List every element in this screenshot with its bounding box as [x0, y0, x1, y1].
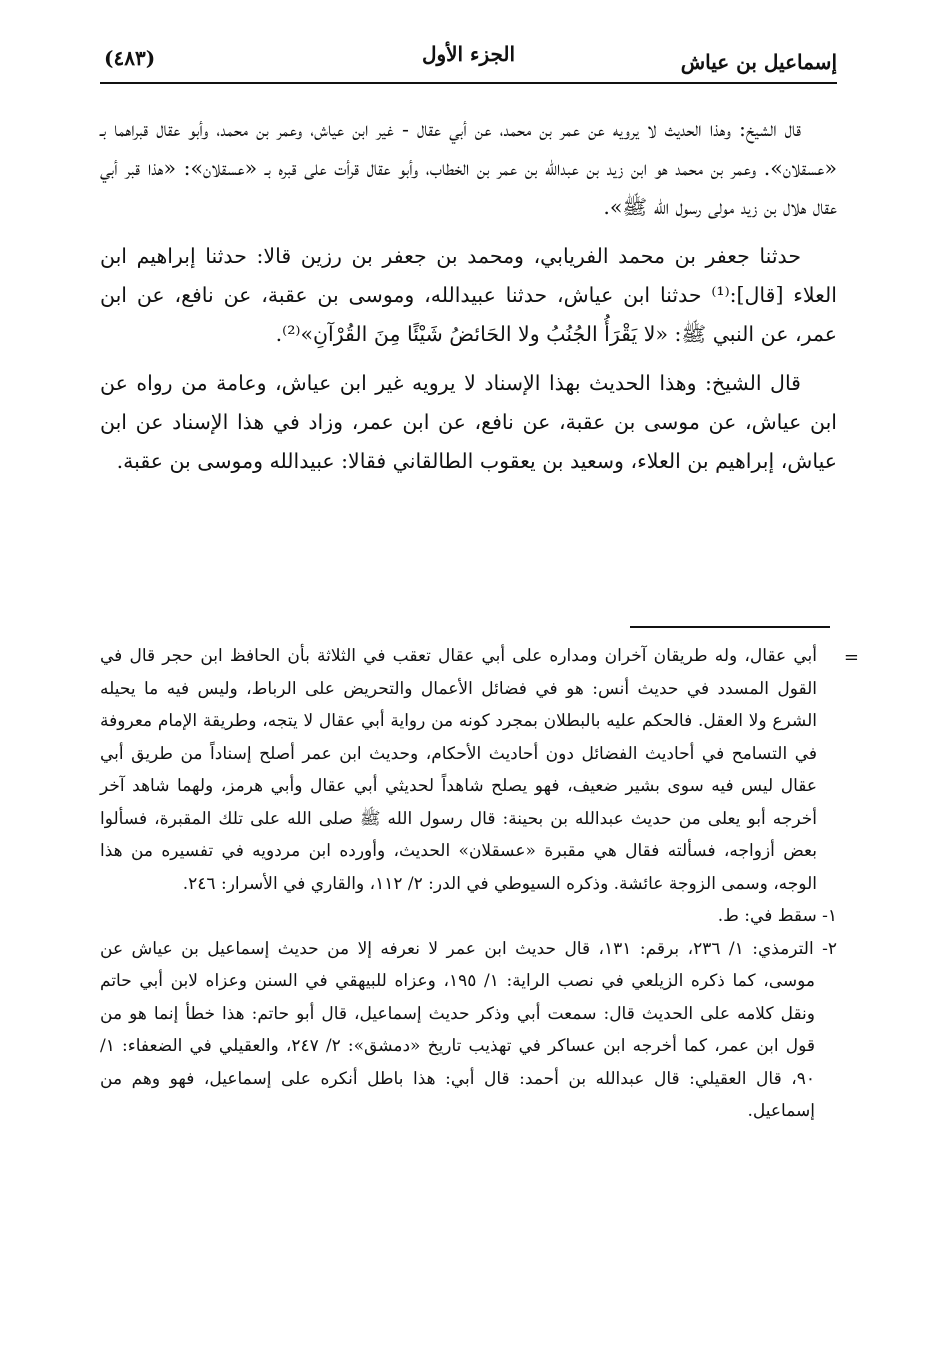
footnote-divider	[630, 626, 830, 628]
footnote-1: ١- سقط في: ط.	[717, 906, 837, 926]
footnote-continuation-text: أبي عقال، وله طريقان آخران ومداره على أبي عقال تعقب في الثلاثة بأن الحافظ ابن حجر قال في القول المسدد في حديث أنس: هو في فضائل الأعمال والتحريض على الرباط، وليس فيه ما يحيله الشرع ولا العقل. فالحكم عليه بالبطلان بمجرد كونه من رواية أبي عقال لا يتجه، وطريقة الإمام معروفة في التسامح في أحاديث الفضائل دون أحاديث الأحكام، وحديث ابن عمر أصلح إسناداً من طريق أبي عقال ليس فيه سوى بشير ضعيف، فهو يصلح شاهداً لحديثي أبي عقال وأبي هرمز، ولهما شاهد آخر أخرجه أبو يعلى من حديث عبدالله بن بحينة: قال رسول الله ﷺ صلى الله على تلك المقبرة، فسألوا بعض أزواجه، فسألته فقال هي مقبرة «عسقلان» الحديث، وأورده ابن مردويه في تفسيره من هذا الوجه، وسمى الزوجة عائشة. وذكره السيوطي في الدر: ٢/ ١١٢، والقاري في الأسرار: ٢٤٦.	[100, 646, 817, 894]
header-divider	[100, 82, 837, 84]
page-number: (٤٨٣)	[104, 46, 156, 70]
main-paragraph-1: قال الشيخ: وهذا الحديث لا يرويه عن عمر بن محمد، عن أبي عقال - غير ابن عياش، وعمر بن محمد، وأبو عقال قبراهما بـ «عسقلان». وعمر بن محمد هو ابن زيد بن عبدالله بن عمر بن الخطاب، وأبو عقال قرأت على قبره بـ «عسقلان»: «هذا قبر أبي عقال هلال بن زيد مولى رسول الله ﷺ».	[100, 117, 837, 219]
main-text	[100, 110, 837, 491]
main-paragraph-3: قال الشيخ: وهذا الحديث بهذا الإسناد لا يرويه غير ابن عياش، وعامة من رواه عن ابن عياش، عن موسى بن عقبة، عن نافع، عن ابن عمر، وزاد في هذا الإسناد عن ابن عياش، إبراهيم بن العلاء، وسعيد بن يعقوب الطالقاني فقالا: عبيدالله وموسى بن عقبة.	[100, 371, 837, 473]
page-header	[100, 38, 837, 78]
continuation-mark: =	[843, 647, 859, 668]
volume-title: الجزء الأول	[421, 42, 516, 66]
main-paragraph-2: حدثنا جعفر بن محمد الفريابي، ومحمد بن جعفر بن رزين قالا: حدثنا إبراهيم ابن العلاء [قال]:⁽¹⁾ حدثنا ابن عياش، حدثنا عبيدالله، وموسى بن عقبة، عن نافع، عن ابن عمر، عن النبي ﷺ: «لا يَقْرَأُ الجُنُبُ ولا الحَائضُ شَيْئًا مِنَ القُرْآنِ»⁽²⁾.	[100, 244, 837, 346]
footnote-2: ٢- الترمذي: ١/ ٢٣٦، برقم: ١٣١، قال حديث ابن عمر لا نعرفه إلا من حديث إسماعيل بن عياش عن موسى، كما ذكره الزيلعي في نصب الراية: ١/ ١٩٥، وعزاه للبيهقي في السنن وعزاه لابن أبي حاتم ونقل كلامه على الحديث قال: سمعت أبي وذكر حديث إسماعيل، قال أبو حاتم: هذا خطأ إنما هو من قول ابن عمر، كما أخرجه ابن عساكر في تهذيب تاريخ «دمشق»: ٢/ ٢٤٧، والعقيلي في الضعفاء: ١/ ٩٠، قال العقيلي: قال عبدالله بن أحمد: قال أبي: هذا باطل أنكره على إسماعيل، فهو وهم من إسماعيل.	[100, 938, 838, 1121]
section-title: إسماعيل بن عياش	[680, 50, 837, 74]
footnote-continuation	[100, 640, 859, 900]
footnotes-section	[100, 640, 859, 1128]
